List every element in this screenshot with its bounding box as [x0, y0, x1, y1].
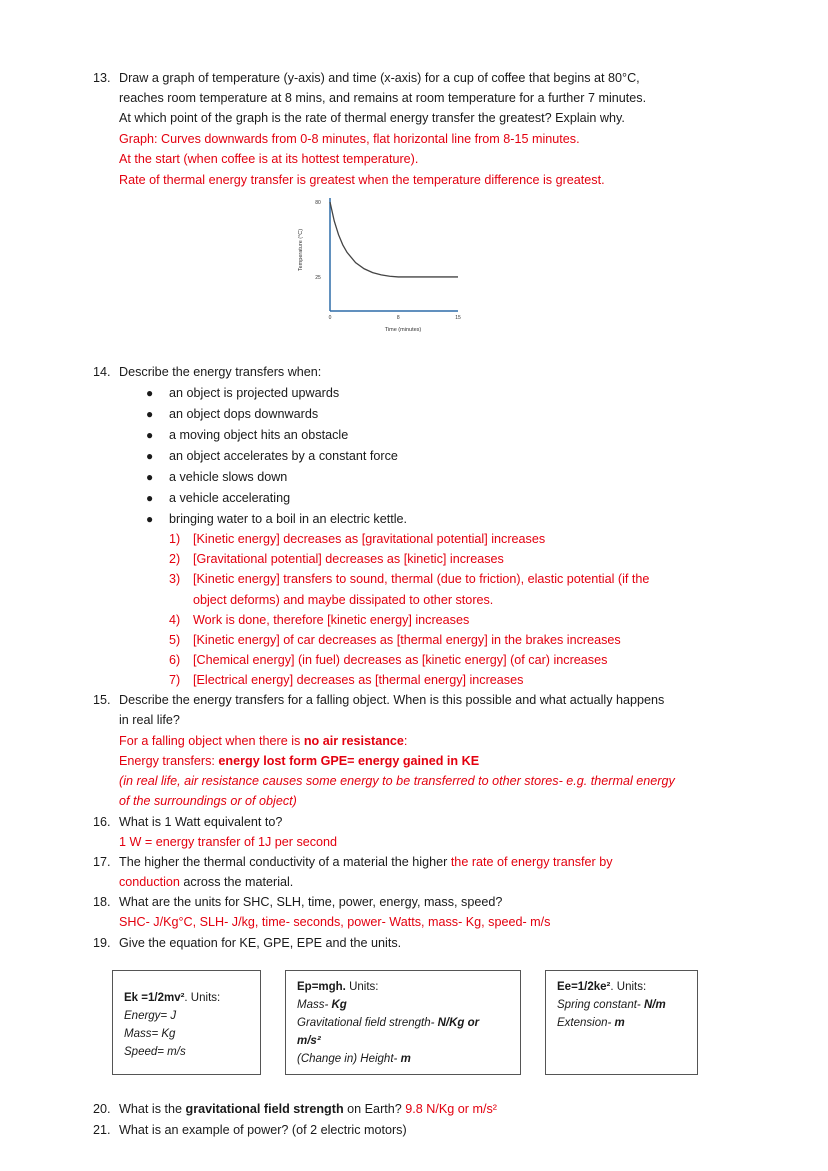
q13-answer-1: Graph: Curves downwards from 0-8 minutes, flat horizontal line from 8-15 minutes.: [119, 132, 580, 146]
bullet-dot: ●: [146, 470, 154, 484]
q14-answer-1: [Kinetic energy] decreases as [gravitational potential] increases: [193, 532, 546, 546]
q14-bullet-2: an object dops downwards: [169, 407, 319, 421]
bullet-dot: ●: [146, 428, 154, 442]
q14-answer-number: 1): [169, 532, 181, 546]
q15-answer-2: Energy transfers: energy lost form GPE= energy gained in KE: [119, 754, 480, 768]
q21-question: What is an example of power? (of 2 electric motors): [119, 1123, 407, 1137]
gpe-mass-unit: Mass- Kg: [297, 999, 347, 1011]
q15-text-line-1: Describe the energy transfers for a falling object. When is this possible and what actually happens: [119, 693, 665, 707]
temperature-time-graph: [280, 190, 480, 340]
gpe-gfs-unit: Gravitational field strength- N/Kg or: [297, 1017, 480, 1029]
gpe-equation: Ep=mgh. Units:: [297, 981, 379, 993]
x-tick-label: 15: [455, 315, 461, 321]
y-axis-label: Temperature (°C): [298, 228, 304, 272]
bullet-dot: ●: [146, 512, 154, 526]
q15-answer-3: (in real life, air resistance causes some energy to be transferred to other stores- e.g. thermal energy: [119, 774, 675, 788]
gpe-equation-box: [285, 970, 521, 1075]
q15-text-line-2: in real life?: [119, 713, 180, 727]
gpe-height-unit: (Change in) Height- m: [297, 1053, 411, 1065]
gpe-gfs-unit-2: m/s²: [297, 1035, 321, 1047]
q14-bullet-1: an object is projected upwards: [169, 386, 340, 400]
bullet-dot: ●: [146, 407, 154, 421]
q19-number: 19.: [93, 936, 111, 950]
x-tick-label: 0: [328, 315, 332, 321]
ke-mass-unit: Mass= Kg: [124, 1028, 176, 1040]
ke-equation-box: [112, 970, 261, 1075]
q16-question: What is 1 Watt equivalent to?: [119, 815, 283, 829]
q14-answer-number: 3): [169, 572, 181, 586]
epe-equation-box: [545, 970, 698, 1075]
q13-number: 13.: [93, 71, 111, 85]
q13-text-line-2: reaches room temperature at 8 mins, and remains at room temperature for a further 7 minutes.: [119, 91, 647, 105]
q14-bullet-4: an object accelerates by a constant force: [169, 449, 398, 463]
q14-bullet-5: a vehicle slows down: [169, 470, 288, 484]
q14-answer-number: 2): [169, 552, 181, 566]
bullet-dot: ●: [146, 491, 154, 505]
q14-bullet-3: a moving object hits an obstacle: [169, 428, 349, 442]
bullet-dot: ●: [146, 386, 154, 400]
q14-bullet-7: bringing water to a boil in an electric kettle.: [169, 512, 408, 526]
q16-answer: 1 W = energy transfer of 1J per second: [119, 835, 338, 849]
q18-answer: SHC- J/Kg°C, SLH- J/kg, time- seconds, power- Watts, mass- Kg, speed- m/s: [119, 915, 551, 929]
q17-text-line-1: The higher the thermal conductivity of a material the higher the rate of energy transfer by: [119, 855, 613, 869]
y-tick-label: 80: [315, 200, 321, 206]
q18-question: What are the units for SHC, SLH, time, power, energy, mass, speed?: [119, 895, 503, 909]
q15-answer-1: For a falling object when there is no air resistance:: [119, 734, 408, 748]
q19-question: Give the equation for KE, GPE, EPE and the units.: [119, 936, 402, 950]
ke-equation: Ek =1/2mv². Units:: [124, 992, 221, 1004]
epe-spring-unit: Spring constant- N/m: [557, 999, 666, 1011]
q13-text-line-3: At which point of the graph is the rate of thermal energy transfer the greatest? Explain why.: [119, 111, 625, 125]
q20-number: 20.: [93, 1102, 111, 1116]
q15-answer-4: of the surroundings or of object): [119, 794, 297, 808]
q16-number: 16.: [93, 815, 111, 829]
q14-answer-7: [Electrical energy] decreases as [thermal energy] increases: [193, 673, 524, 687]
ke-energy-unit: Energy= J: [124, 1010, 177, 1022]
q14-answer-number: 5): [169, 633, 181, 647]
q14-answer-2: [Gravitational potential] decreases as [kinetic] increases: [193, 552, 504, 566]
q14-answer-3: [Kinetic energy] transfers to sound, thermal (due to friction), elastic potential (if the: [193, 572, 650, 586]
q14-number: 14.: [93, 365, 111, 379]
epe-equation: Ee=1/2ke². Units:: [557, 981, 647, 993]
q14-answer-5: [Kinetic energy] of car decreases as [thermal energy] in the brakes increases: [193, 633, 621, 647]
x-tick-label: 8: [396, 315, 400, 321]
q17-text-line-2: conduction across the material.: [119, 875, 294, 889]
q14-bullet-6: a vehicle accelerating: [169, 491, 291, 505]
ke-speed-unit: Speed= m/s: [124, 1046, 186, 1058]
bullet-dot: ●: [146, 449, 154, 463]
temperature-curve: [330, 202, 458, 277]
q14-answer-number: 7): [169, 673, 181, 687]
q21-number: 21.: [93, 1123, 111, 1137]
q14-answer-number: 6): [169, 653, 181, 667]
q17-number: 17.: [93, 855, 111, 869]
q14-answer-6: [Chemical energy] (in fuel) decreases as [kinetic energy] (of car) increases: [193, 653, 608, 667]
x-axis-label: Time (minutes): [384, 327, 422, 333]
q18-number: 18.: [93, 895, 111, 909]
q14-answer-3-cont: object deforms) and maybe dissipated to other stores.: [193, 593, 494, 607]
epe-extension-unit: Extension- m: [557, 1017, 625, 1029]
q15-number: 15.: [93, 693, 111, 707]
q13-text-line-1: Draw a graph of temperature (y-axis) and time (x-axis) for a cup of coffee that begins at 80°C,: [119, 71, 640, 85]
q13-answer-2: At the start (when coffee is at its hottest temperature).: [119, 152, 419, 166]
y-tick-label: 25: [315, 274, 321, 281]
q14-answer-number: 4): [169, 613, 181, 627]
q14-prompt: Describe the energy transfers when:: [119, 365, 322, 379]
q20-question: What is the gravitational field strength on Earth? 9.8 N/Kg or m/s²: [119, 1102, 497, 1116]
q14-answer-4: Work is done, therefore [kinetic energy] increases: [193, 613, 470, 627]
q13-answer-3: Rate of thermal energy transfer is greatest when the temperature difference is greatest.: [119, 173, 605, 187]
